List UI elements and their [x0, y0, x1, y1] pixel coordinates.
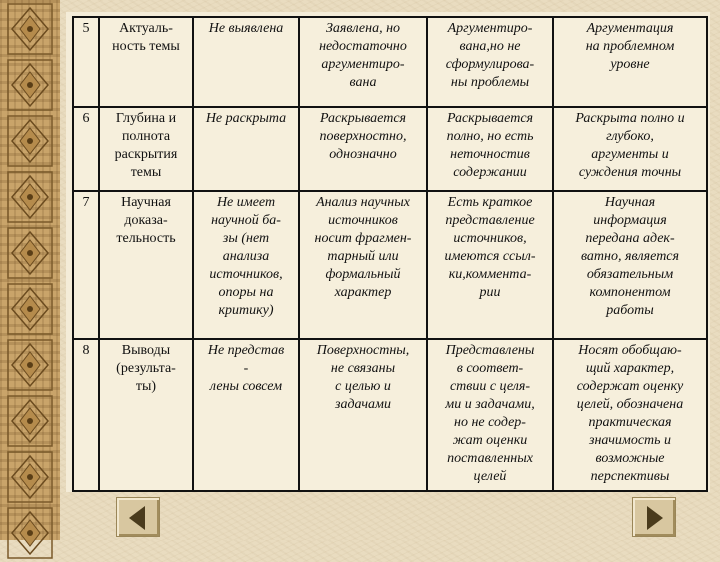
level-2-description: Раскрывается поверхностно, однозначно — [299, 107, 427, 191]
ornament-tile — [6, 114, 54, 170]
criterion-name: Выводы (результа- ты) — [99, 339, 193, 491]
next-slide-button[interactable] — [632, 497, 676, 537]
ornament-tile — [6, 506, 54, 562]
criteria-row — [73, 339, 707, 491]
ornament-column — [6, 0, 54, 540]
criterion-name: Научная доказа- тельность — [99, 191, 193, 339]
level-3-description: Аргументиро- вана,но не сформулирова- ны проблемы — [427, 17, 553, 107]
row-number: 6 — [73, 107, 99, 191]
level-4-description: Аргументация на проблемном уровне — [553, 17, 707, 107]
ornament-tile — [6, 282, 54, 338]
ornament-tile — [6, 2, 54, 58]
level-4-description: Научная информация передана адек- ватно, является обязательным компонентом работы — [553, 191, 707, 339]
ornament-tile — [6, 170, 54, 226]
row-number: 7 — [73, 191, 99, 339]
criterion-name: Глубина и полнота раскрытия темы — [99, 107, 193, 191]
level-1-description: Не раскрыта — [193, 107, 299, 191]
arrow-right-icon — [639, 503, 669, 533]
ornament-tile — [6, 58, 54, 114]
level-1-description: Не имеет научной ба- зы (нет анализа источников, опоры на критику) — [193, 191, 299, 339]
level-1-description: Не представ - лены совсем — [193, 339, 299, 491]
arrow-left-icon — [123, 503, 153, 533]
level-4-description: Носят обобщаю- щий характер, содержат оценку целей, обозначена практическая значимость и возможные перспективы — [553, 339, 707, 491]
criteria-row — [73, 107, 707, 191]
previous-slide-button[interactable] — [116, 497, 160, 537]
assessment-criteria-table — [72, 16, 708, 492]
level-3-description: Представлены в соответ- ствии с целя- ми и задачами, но не содер- жат оценки поставленных целей — [427, 339, 553, 491]
ornament-tile — [6, 226, 54, 282]
criterion-name: Актуаль- ность темы — [99, 17, 193, 107]
ornament-tile — [6, 394, 54, 450]
criteria-row — [73, 17, 707, 107]
level-2-description: Поверхностны, не связаны с целью и задачами — [299, 339, 427, 491]
criteria-row — [73, 191, 707, 339]
level-4-description: Раскрыта полно и глубоко, аргументы и суждения точны — [553, 107, 707, 191]
row-number: 8 — [73, 339, 99, 491]
ornament-tile — [6, 338, 54, 394]
row-number: 5 — [73, 17, 99, 107]
level-1-description: Не выявлена — [193, 17, 299, 107]
level-2-description: Анализ научных источников носит фрагмен- тарный или формальный характер — [299, 191, 427, 339]
level-2-description: Заявлена, но недостаточно аргументиро- вана — [299, 17, 427, 107]
level-3-description: Есть краткое представление источников, имеются ссыл- ки,коммента- рии — [427, 191, 553, 339]
ornament-tile — [6, 450, 54, 506]
level-3-description: Раскрывается полно, но есть неточностив содержании — [427, 107, 553, 191]
